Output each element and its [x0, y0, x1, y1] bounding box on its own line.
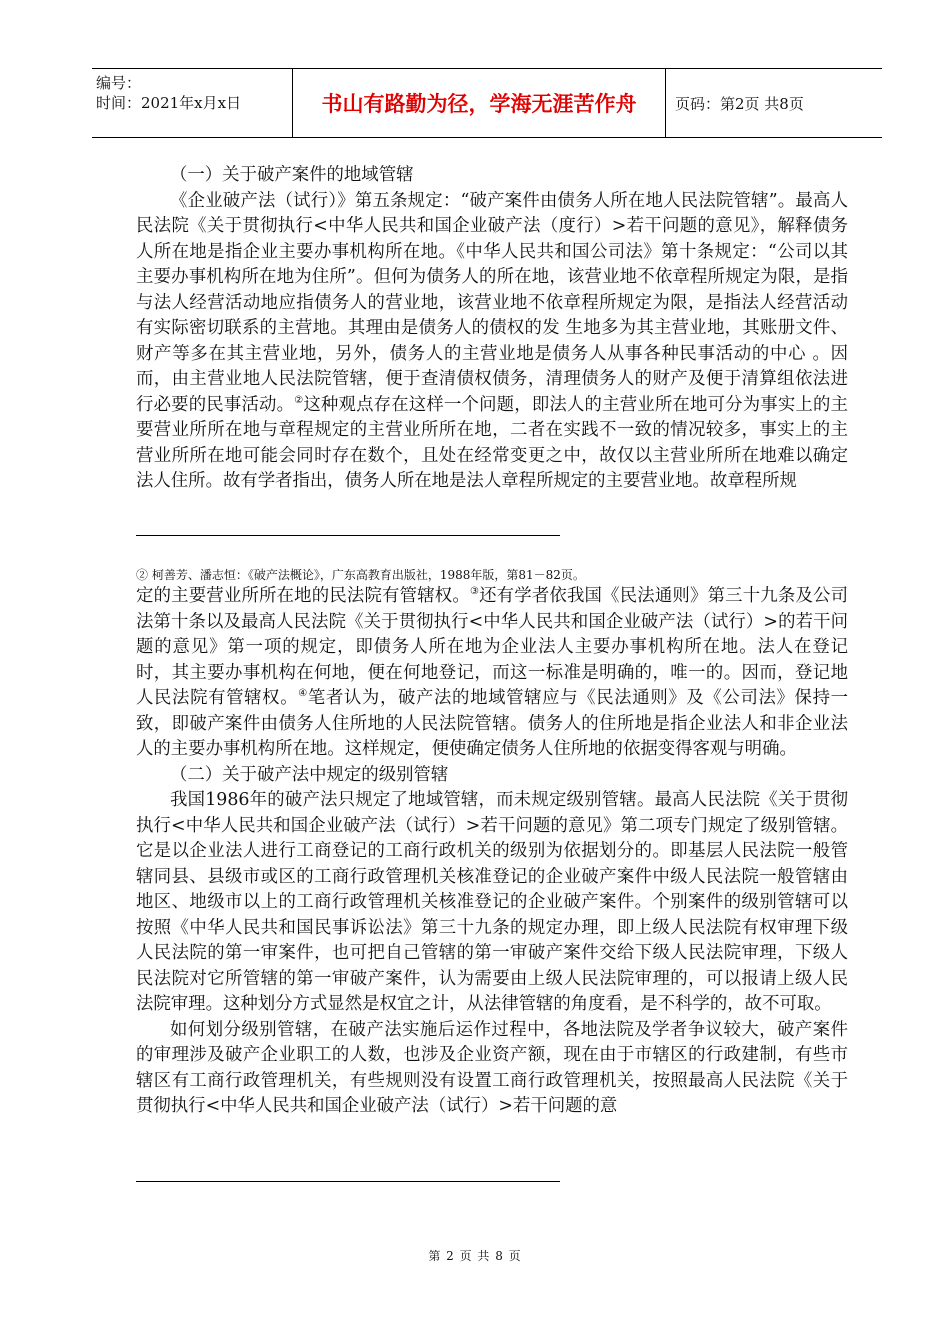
- page-footer: 第 2 页 共 8 页: [428, 1249, 522, 1263]
- footnote-rule: [136, 535, 560, 536]
- bottom-rule: [136, 1181, 560, 1182]
- continuation-paragraph: [136, 584, 848, 763]
- section-1-heading: （一）关于破产案件的地域管辖: [170, 165, 414, 185]
- section-1-text-b: 这种观点存在这样一个问题，即法人的主营业所在地可分为事实上的主要营业所所在地与章程规定的主营业所所在地，二者在实践不一致的情况较多，事实上的主营业所所在地可能会同时存在数个，且处在经常变更之中，故仅以主营业所所在地难以确定法人住所。故有学者指出，债务人所在地是法人章程所规定的主要营业地。故章程所规: [136, 394, 848, 491]
- footnote-ref-3: ③: [469, 586, 480, 598]
- time-label: 时间：2021年x月x日: [96, 94, 242, 112]
- footnote-ref-2: ②: [294, 394, 304, 406]
- section-2-paragraph-1: 我国1986年的破产法只规定了地域管辖，而未规定级别管辖。最高人民法院《关于贯彻执行<中华人民共和国企业破产法（试行）>若干问题的意见》第二项专门规定了级别管辖。它是以企业法人进行工商登记的工商行政机关的级别为依据划分的。即基层人民法院一般管辖同县、县级市或区的工商行政管理机关核准登记的企业破产案件中级人民法院一般管辖由地区、地级市以上的工商行政管理机关核准登记的企业破产案件。个别案件的级别管辖可以按照《中华人民共和国民事诉讼法》第三十九条的规定办理，即上级人民法院有权审理下级人民法院的第一审案件，也可把自己管辖的第一审破产案件交给下级人民法院审理，下级人民法院对它所管辖的第一审破产案件，认为需要由上级人民法院审理的，可以报请上级人民法院审理。这种划分方式显然是权宜之计，从法律管辖的角度看，是不科学的，故不可取。: [136, 790, 848, 1014]
- continuation-text-a: 定的主要营业所所在地的民法院有管辖权。: [136, 586, 470, 606]
- section-1-paragraph: [136, 189, 848, 495]
- section-2-paragraph-2: 如何划分级别管辖，在破产法实施后运作过程中，各地法院及学者争议较大，破产案件的审理涉及破产企业职工的人数，也涉及企业资产额，现在由于市辖区的行政建制，有些市辖区有工商行政管理机关，有些规则没有设置工商行政管理机关，按照最高人民法院《关于贯彻执行<中华人民共和国企业破产法（试行）>若干问题的意: [136, 1019, 848, 1116]
- footnote: ② 柯善芳、潘志恒：《破产法概论》，广东高教育出版社，1988年版，第81－82页。: [136, 568, 585, 582]
- section-2-heading: （二）关于破产法中规定的级别管辖: [170, 764, 449, 785]
- header-meta: [92, 69, 292, 141]
- footnote-ref-4: ④: [298, 688, 308, 700]
- header-motto: 书山有路勤为径，学海无涯苦作舟: [292, 69, 666, 137]
- section-1-block: [136, 163, 848, 495]
- header-page-code: 页码：第2页 共8页: [675, 94, 804, 113]
- continuation-text-b: 还有学者依我国《民法通则》第三十九条及公司法第十条以及最高人民法院《关于贯彻执行<中华人民共和国企业破产法（试行）>的若干问题的意见》第一项的规定，即债务人所在地为企业法人主要办事机构所在地。法人在登记时，其主要办事机构在何地，便在何地登记，而这一标准是明确的，唯一的。因而，登记地人民法院有管辖权。: [136, 586, 848, 708]
- page-header: [92, 68, 882, 138]
- continuation-text-c: 笔者认为，破产法的地域管辖应与《民法通则》及《公司法》保持一致，即破产案件由债务人住所地的人民法院管辖。债务人的住所地是指企业法人和非企业法人的主要办事机构所在地。这样规定，便使确定债务人住所地的依据变得客观与明确。: [136, 688, 848, 759]
- number-label: 编号：: [96, 74, 142, 92]
- section-1-continuation: [136, 584, 848, 1120]
- section-1-text-a: 《企业破产法（试行）》第五条规定：“破产案件由债务人所在地人民法院管辖”。最高人民法院《关于贯彻执行<中华人民共和国企业破产法（度行）>若干问题的意见》，解释债务人所在地是指企业主要办事机构所在地。《中华人民共和国公司法》第十条规定：“公司以其主要办事机构所在地为住所”。但何为债务人的所在地，该营业地不依章程所规定为限，是指与法人经营活动地应指债务人的营业地，该营业地不依章程所规定为限，是指法人经营活动有实际密切联系的主营地。其理由是债务人的债权的发 生地多为其主营业地，其账册文件、财产等多在其主营业地，另外，债务人的主营业地是债务人从事各种民事活动的中心 。因而，由主营业地人民法院管辖，便于查清债权债务，清理债务人的财产及便于清算组依法进行必要的民事活动。: [136, 190, 848, 415]
